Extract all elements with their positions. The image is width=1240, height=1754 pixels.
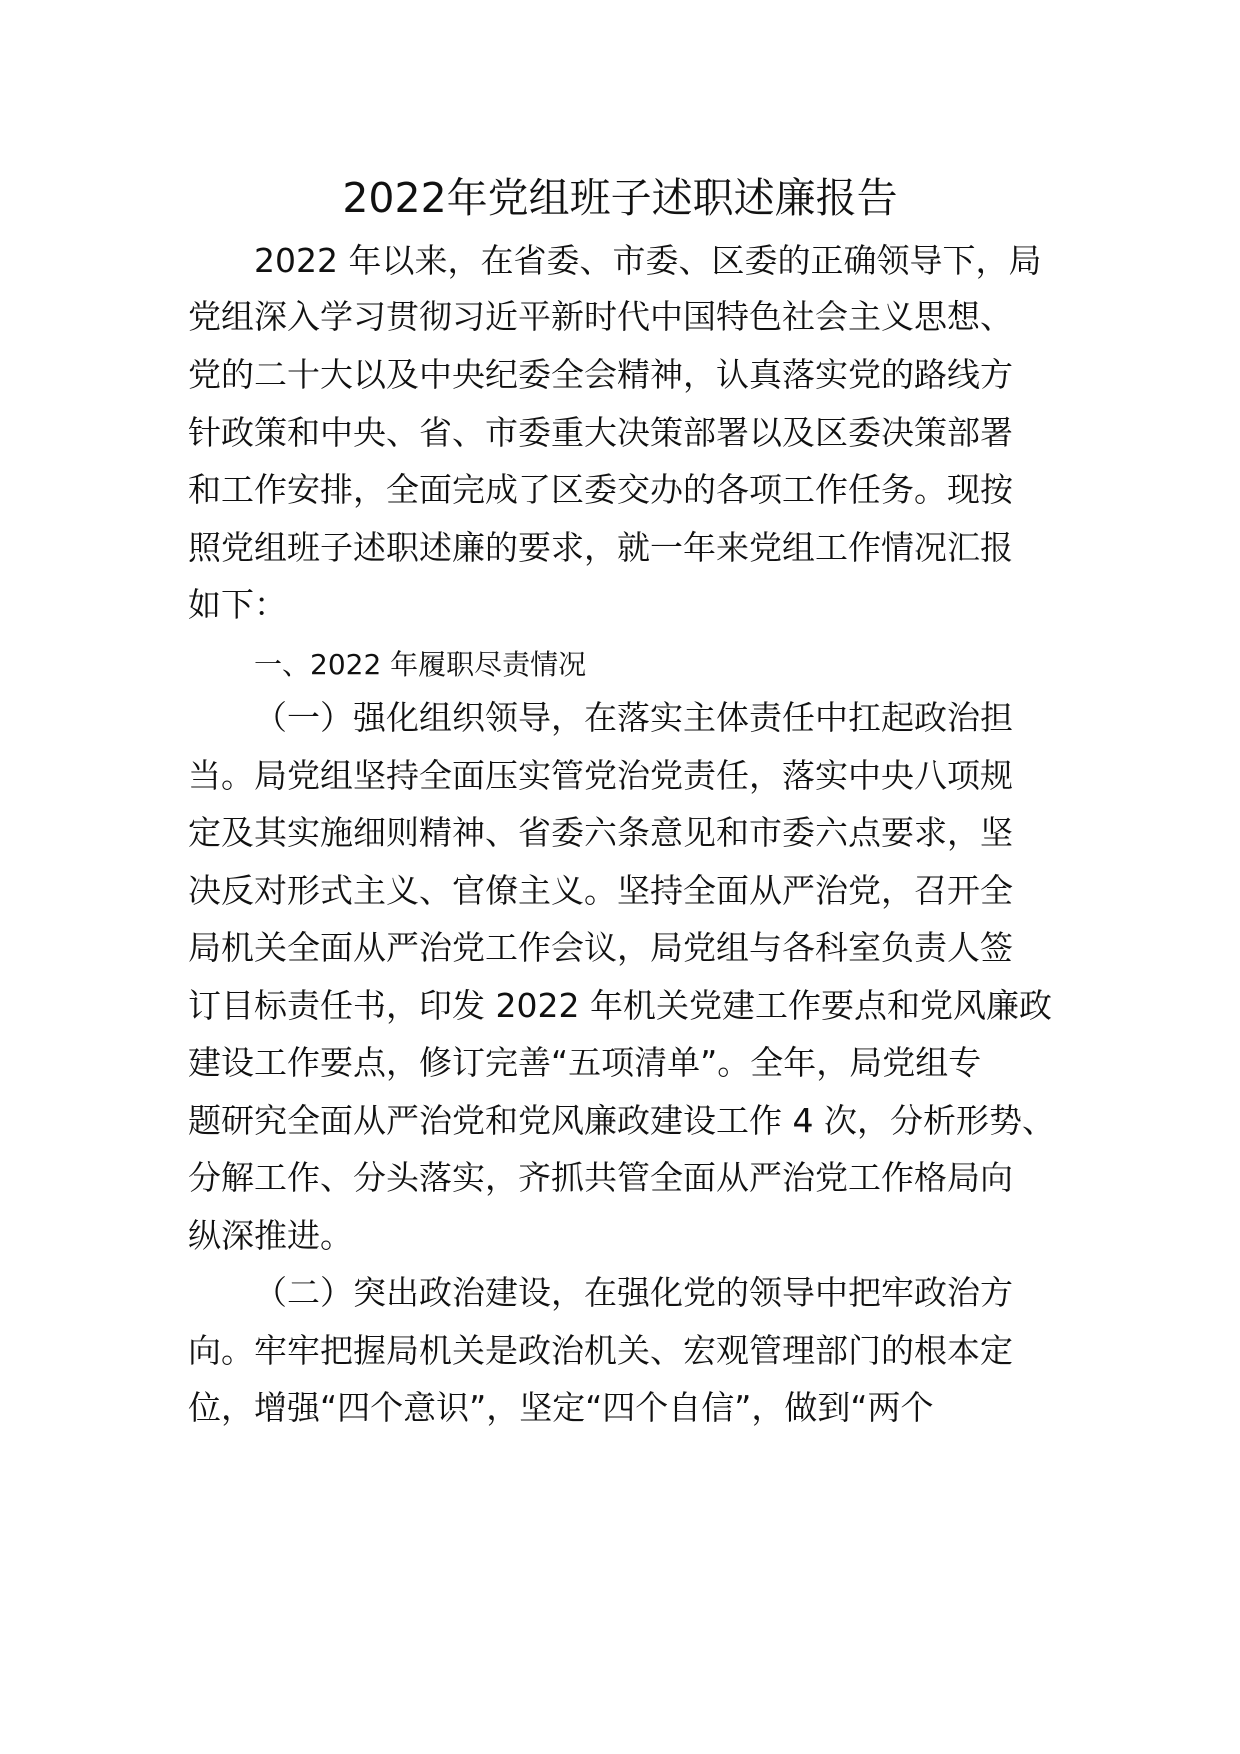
section-heading: 一、2022 年履职尽责情况 — [254, 648, 587, 681]
paragraph-line: 党的二十大以及中央纪委全会精神，认真落实党的路线方 — [188, 355, 1013, 394]
paragraph-line: 如下： — [188, 585, 287, 624]
paragraph-line: 和工作安排，全面完成了区委交办的各项工作任务。现按 — [188, 470, 1013, 509]
paragraph-line: 局机关全面从严治党工作会议，局党组与各科室负责人签 — [188, 928, 1013, 967]
subsection-heading: （一）强化组织领导，在落实主体责任中扛起政治担 — [254, 698, 1013, 737]
paragraph-line: 订目标责任书，印发 2022 年机关党建工作要点和党风廉政 — [188, 986, 1052, 1025]
paragraph-line: 决反对形式主义、官僚主义。坚持全面从严治党，召开全 — [188, 871, 1013, 910]
paragraph-line: 当。局党组坚持全面压实管党治党责任，落实中央八项规 — [188, 756, 1013, 795]
paragraph-line: 纵深推进。 — [188, 1216, 353, 1255]
paragraph-line: 照党组班子述职述廉的要求，就一年来党组工作情况汇报 — [188, 528, 1013, 567]
subsection-heading: （二）突出政治建设，在强化党的领导中把牢政治方 — [254, 1273, 1013, 1312]
paragraph-line: 党组深入学习贯彻习近平新时代中国特色社会主义思想、 — [188, 297, 1013, 336]
document-title: 2022年党组班子述职述廉报告 — [342, 174, 898, 222]
paragraph-line: 位，增强“四个意识”，坚定“四个自信”，做到“两个 — [188, 1388, 934, 1427]
paragraph-line: 针政策和中央、省、市委重大决策部署以及区委决策部署 — [188, 413, 1013, 452]
paragraph-line: 建设工作要点，修订完善“五项清单”。全年，局党组专 — [188, 1043, 982, 1082]
paragraph-line: 向。牢牢把握局机关是政治机关、宏观管理部门的根本定 — [188, 1331, 1013, 1370]
paragraph-line: 2022 年以来，在省委、市委、区委的正确领导下，局 — [254, 241, 1042, 280]
paragraph-line: 题研究全面从严治党和党风廉政建设工作 4 次，分析形势、 — [188, 1101, 1055, 1140]
paragraph-line: 定及其实施细则精神、省委六条意见和市委六点要求，坚 — [188, 813, 1013, 852]
paragraph-line: 分解工作、分头落实，齐抓共管全面从严治党工作格局向 — [188, 1158, 1013, 1197]
